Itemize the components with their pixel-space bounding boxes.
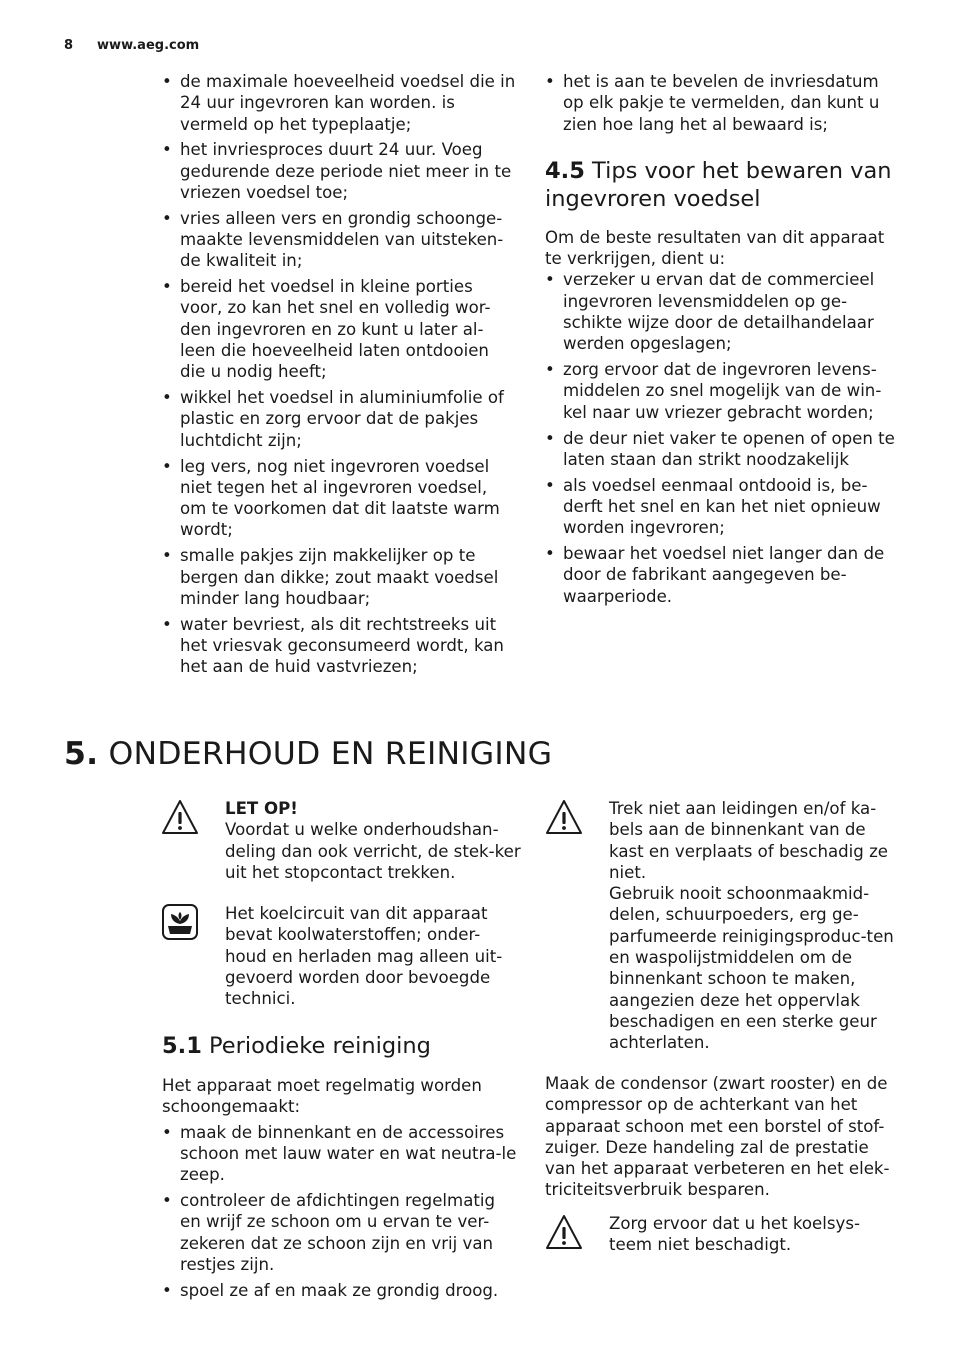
condenser-paragraph [545, 1073, 900, 1201]
cables-warning-text: Trek niet aan leidingen en/of ka-bels aan de binnenkant van de kast en verplaats of beschadig ze niet. [609, 799, 889, 882]
website-link[interactable]: www.aeg.com [97, 38, 200, 53]
list-item: • verzeker u ervan dat de commercieel ingevroren levensmiddelen op ge-schikte wijze door de detailhandelaar werden opgeslagen; [545, 269, 897, 354]
environment-note [161, 903, 521, 1009]
list-item: • controleer de afdichtingen regelmatig en wrijf ze schoon om u ervan te ver-zekeren dat ze schoon zijn en vrij van restjes zijn. [162, 1190, 518, 1275]
section-5-1-intro: Het apparaat moet regelmatig worden schoongemaakt: [162, 1076, 482, 1117]
freezing-tips-list [162, 71, 518, 678]
list-item: • het is aan te bevelen de invriesdatum op elk pakje te vermelden, dan kunt u zien hoe lang het al bewaard is; [545, 71, 897, 135]
caution-heading: LET OP! [225, 799, 298, 818]
list-item: • maak de binnenkant en de accessoires schoon met lauw water en wat neutra-le zeep. [162, 1122, 518, 1186]
list-item: • smalle pakjes zijn makkelijker op te bergen dan dikke; zout maakt voedsel minder lang houdbaar; [162, 545, 518, 609]
warning-icon [161, 798, 199, 836]
list-item: • zorg ervoor dat de ingevroren levens-middelen zo snel mogelijk van de win-kel naar uw vriezer gebracht worden; [545, 359, 897, 423]
cooling-warning-text: Zorg ervoor dat u het koelsys-teem niet beschadigt. [609, 1214, 860, 1255]
section-4-5-heading: 4.5 Tips voor het bewaren van ingevroren voedsel [545, 157, 892, 212]
list-item: • de maximale hoeveelheid voedsel die in 24 uur ingevroren kan worden. is vermeld op het typeplaatje; [162, 71, 518, 135]
environment-text: Het koelcircuit van dit apparaat bevat koolwaterstoffen; onder-houd en herladen mag alleen uit-gevoerd worden door bevoegde technici. [225, 904, 503, 1009]
cables-warning [545, 798, 900, 1054]
condenser-text: Maak de condensor (zwart rooster) en de compressor op de achterkant van het apparaat schoon met een borstel of stof-zuiger. Deze handeling zal de prestatie van het apparaat verbeteren en het elek-triciteitsverbruik besparen. [545, 1074, 890, 1200]
environment-icon [161, 903, 199, 941]
list-item: • wikkel het voedsel in aluminiumfolie of plastic en zorg ervoor dat de pakjes luchtdicht zijn; [162, 387, 518, 451]
chapter-heading: 5. ONDERHOUD EN REINIGING [64, 736, 553, 772]
page-number: 8 [64, 38, 74, 53]
section-5-1 [162, 1032, 518, 1305]
section-5-1-heading: 5.1 Periodieke reiniging [162, 1033, 431, 1059]
list-item: • vries alleen vers en grondig schoonge-maakte levensmiddelen van uitsteken-de kwaliteit in; [162, 208, 518, 272]
list-item: • spoel ze af en maak ze grondig droog. [162, 1280, 518, 1301]
warning-icon [545, 1213, 583, 1251]
page-header [64, 38, 199, 53]
right-column [545, 71, 897, 611]
warning-icon [545, 798, 583, 836]
freezing-tips-list-cont [545, 71, 897, 135]
list-item: • bewaar het voedsel niet langer dan de door de fabrikant aangegeven be-waarperiode. [545, 543, 897, 607]
left-column [162, 71, 518, 682]
section-4-5-intro: Om de beste resultaten van dit apparaat te verkrijgen, dient u: [545, 227, 885, 269]
cooling-warning [545, 1213, 900, 1256]
list-item: • water bevriest, als dit rechtstreeks uit het vriesvak geconsumeerd wordt, kan het aan de huid vastvriezen; [162, 614, 518, 678]
caution-note [161, 798, 521, 883]
list-item: • als voedsel eenmaal ontdooid is, be-derft het snel en kan het niet opnieuw worden ingevroren; [545, 475, 897, 539]
cleaning-steps-list [162, 1122, 518, 1301]
storage-tips-list [545, 269, 897, 606]
list-item: • het invriesproces duurt 24 uur. Voeg gedurende deze periode niet meer in te vriezen voedsel toe; [162, 139, 518, 203]
list-item: • de deur niet vaker te openen of open te laten staan dan strikt noodzakelijk [545, 428, 897, 471]
list-item: • bereid het voedsel in kleine porties voor, zo kan het snel en volledig wor-den ingevroren en zo kunt u later al-leen die hoeveelheid laten ontdooien die u nodig heeft; [162, 276, 518, 382]
list-item: • leg vers, nog niet ingevroren voedsel niet tegen het al ingevroren voedsel, om te voorkomen dat dit laatste warm wordt; [162, 456, 518, 541]
detergent-warning-text: Gebruik nooit schoonmaakmid-delen, schuurpoeders, erg ge-parfumeerde reinigingsproduc-ten en waspolijstmiddelen om de binnenkant schoon te maken, aangezien deze het oppervlak beschadigen en een sterke geur achterlaten. [609, 884, 894, 1053]
caution-text: Voordat u welke onderhoudshan-deling dan ook verricht, de stek-ker uit het stopcontact trekken. [225, 820, 521, 882]
